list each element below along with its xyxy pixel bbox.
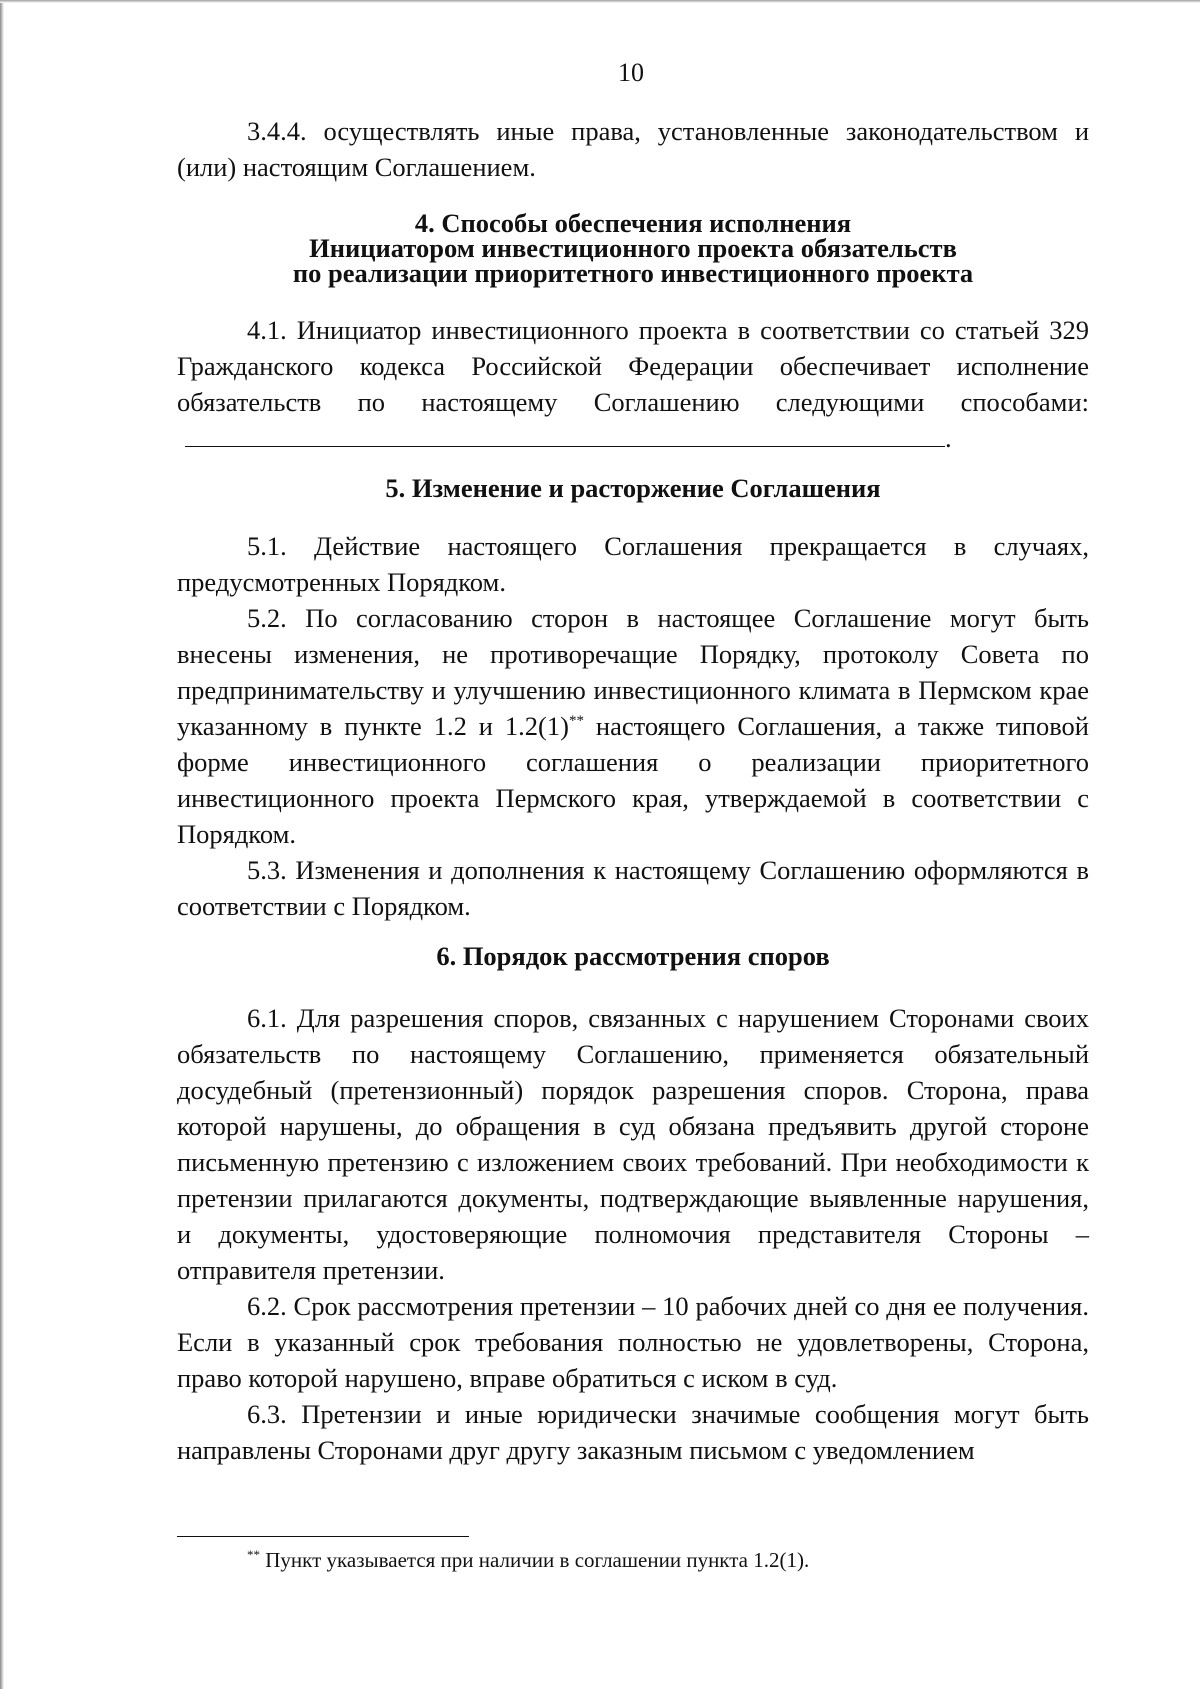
footnote-text: Пункт указывается при наличии в соглашении пункта 1.2(1). bbox=[260, 1548, 810, 1572]
footnote bbox=[247, 1545, 809, 1575]
paragraph-4-1-end: . bbox=[945, 423, 952, 453]
footnote-mark: ** bbox=[247, 1547, 260, 1562]
footnote-separator bbox=[177, 1536, 469, 1537]
paragraph-5-2 bbox=[177, 600, 1089, 852]
paragraph-3-4-4: 3.4.4. осуществлять иные права, установленные законодательством и (или) настоящим Соглашением. bbox=[177, 116, 1089, 182]
section-4-heading bbox=[177, 208, 1089, 288]
fill-in-blank-line bbox=[185, 426, 945, 447]
document-body bbox=[177, 113, 1089, 1468]
section-6-title: 6. Порядок рассмотрения споров bbox=[436, 941, 830, 971]
scan-edge-top bbox=[0, 0, 1200, 3]
section-6-heading bbox=[177, 938, 1089, 974]
paragraph-4-1 bbox=[177, 312, 1089, 456]
section-5-heading bbox=[177, 470, 1089, 506]
section-4-title-line-1: 4. Способы обеспечения исполнения bbox=[414, 208, 852, 238]
paragraph-6-2: 6.2. Срок рассмотрения претензии – 10 рабочих дней со дня ее получения. Если в указанный срок требования полностью не удовлетворены, Сторона, право которой нарушено, вправе обратиться с иском в суд. bbox=[177, 1291, 1089, 1393]
paragraph-5-1: 5.1. Действие настоящего Соглашения прекращается в случаях, предусмотренных Порядком. bbox=[177, 531, 1089, 597]
footnote-reference-mark: ** bbox=[568, 713, 584, 730]
paragraph-5-3: 5.3. Изменения и дополнения к настоящему Соглашению оформляются в соответствии с Порядком. bbox=[177, 855, 1089, 921]
paragraph-6-3: 6.3. Претензии и иные юридически значимые сообщения могут быть направлены Сторонами друг другу заказным письмом с уведомлением bbox=[177, 1399, 1089, 1465]
paragraph-6-1: 6.1. Для разрешения споров, связанных с нарушением Сторонами своих обязательств по настоящему Соглашению, применяется обязательный досудебный (претензионный) порядок разрешения споров. Сторона, права которой нарушены, до обращения в суд обязана предъявить другой стороне письменную претензию с изложением своих требований. При необходимости к претензии прилагаются документы, подтверждающие выявленные нарушения, и документы, удостоверяющие полномочия представителя Стороны – отправителя претензии. bbox=[177, 1003, 1089, 1285]
scan-edge-left bbox=[0, 0, 4, 1689]
section-5-title: 5. Изменение и расторжение Соглашения bbox=[385, 473, 881, 503]
section-4-title-line-2: Инициатором инвестиционного проекта обязательств bbox=[309, 233, 957, 263]
paragraph-4-1-text: 4.1. Инициатор инвестиционного проекта в соответствии со статьей 329 Гражданского кодекса Российской Федерации обеспечивает исполнение обязательств по настоящему Соглашению следующими способами: bbox=[177, 315, 1089, 417]
page-number: 10 bbox=[618, 58, 644, 87]
paragraph-5-2-part-2: настоящего Соглашения, а также типовой форме инвестиционного соглашения о реализации приоритетного инвестиционного проекта Пермского края, утверждаемой в соответствии с Порядком. bbox=[177, 711, 1089, 849]
paragraph-5-2-part-1: 5.2. По согласованию сторон в настоящее Соглашение могут быть внесены изменения, не противоречащие Порядку, протоколу Совета по предпринимательству и улучшению инвестиционного климата в Пермском крае указанному в пункте 1.2 и 1.2(1) bbox=[177, 603, 1089, 741]
section-4-title-line-3: по реализации приоритетного инвестиционного проекта bbox=[292, 258, 974, 288]
